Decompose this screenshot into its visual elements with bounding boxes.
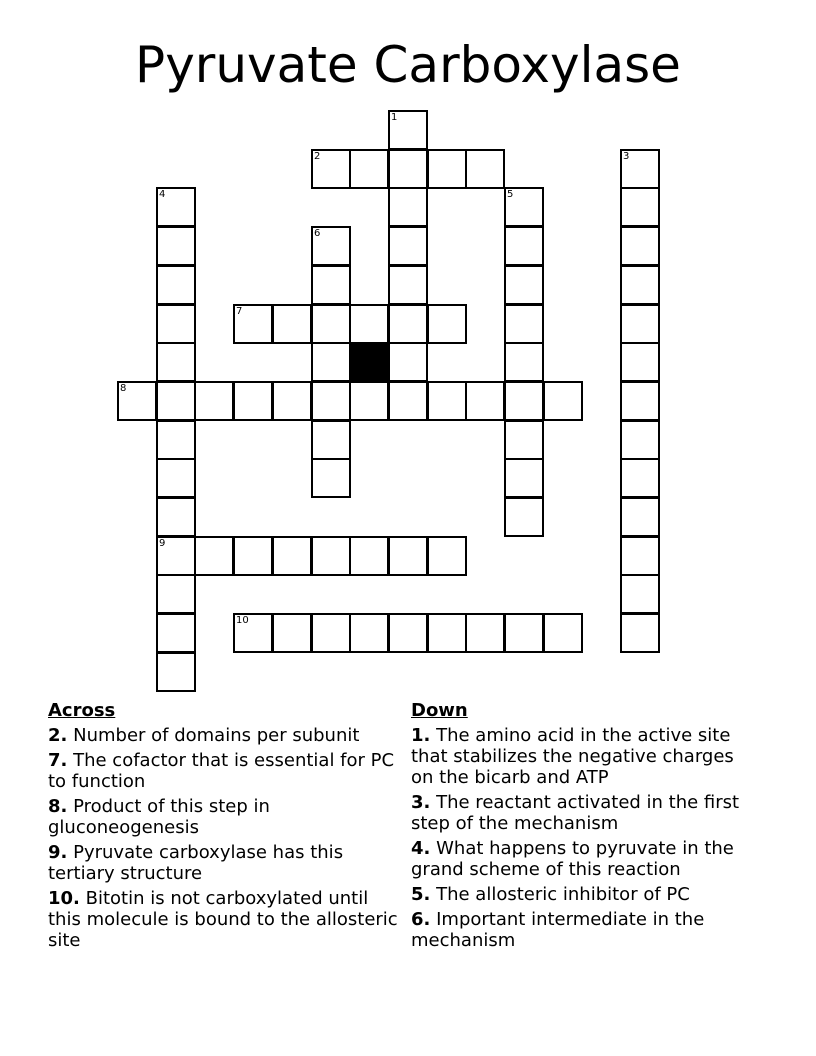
- clue-text: Product of this step in gluconeogenesis: [48, 796, 270, 838]
- clue-number: 5: [507, 189, 514, 200]
- grid-cell[interactable]: [388, 226, 428, 266]
- grid-cell[interactable]: [156, 574, 196, 614]
- grid-cell[interactable]: [233, 613, 273, 653]
- grid-cell[interactable]: [620, 536, 660, 576]
- grid-cell[interactable]: [620, 381, 660, 421]
- grid-cell[interactable]: [156, 226, 196, 266]
- clue-text: Important intermediate in the mechanism: [411, 909, 705, 951]
- puzzle-title: Pyruvate Carboxylase: [135, 36, 681, 94]
- clue-number: 3: [623, 151, 630, 162]
- grid-cell[interactable]: [156, 381, 196, 421]
- grid-cell[interactable]: [117, 381, 157, 421]
- clue-text: Bitotin is not carboxylated until this molecule is bound to the allosteric site: [48, 888, 398, 951]
- grid-cell[interactable]: [620, 149, 660, 189]
- grid-cell[interactable]: [233, 304, 273, 344]
- grid-cell[interactable]: [504, 420, 544, 460]
- grid-cell[interactable]: [233, 536, 273, 576]
- grid-cell[interactable]: [620, 265, 660, 305]
- clue-number: 3.: [411, 792, 431, 813]
- clue-number: 7: [236, 306, 243, 317]
- across-clue: [48, 725, 398, 746]
- down-clue: [411, 838, 761, 880]
- down-heading: Down: [411, 700, 468, 721]
- grid-cell[interactable]: [349, 304, 389, 344]
- across-clue: [48, 796, 398, 838]
- across-heading: Across: [48, 700, 116, 721]
- grid-cell[interactable]: [156, 420, 196, 460]
- down-clue: [411, 725, 761, 788]
- grid-cell[interactable]: [388, 304, 428, 344]
- grid-cell[interactable]: [272, 613, 312, 653]
- grid-cell[interactable]: [233, 381, 273, 421]
- grid-cell[interactable]: [620, 226, 660, 266]
- clue-number: 1: [391, 112, 398, 123]
- grid-cell[interactable]: [311, 226, 351, 266]
- grid-cell[interactable]: [349, 381, 389, 421]
- clue-number: 2.: [48, 725, 68, 746]
- down-clues: [411, 700, 761, 955]
- grid-cell[interactable]: [427, 304, 467, 344]
- grid-cell[interactable]: [543, 613, 583, 653]
- grid-cell[interactable]: [272, 536, 312, 576]
- grid-cell[interactable]: [620, 458, 660, 498]
- grid-cell[interactable]: [504, 265, 544, 305]
- clue-text: The cofactor that is essential for PC to function: [48, 750, 395, 792]
- grid-cell[interactable]: [311, 342, 351, 382]
- clue-number: 6.: [411, 909, 431, 930]
- clue-text: Pyruvate carboxylase has this tertiary structure: [48, 842, 344, 884]
- grid-cell[interactable]: [311, 458, 351, 498]
- grid-cell[interactable]: [620, 574, 660, 614]
- grid-cell[interactable]: [272, 304, 312, 344]
- clue-text: What happens to pyruvate in the grand scheme of this reaction: [411, 838, 734, 880]
- grid-cell[interactable]: [427, 381, 467, 421]
- grid-cell[interactable]: [388, 613, 428, 653]
- across-clue: [48, 888, 398, 951]
- grid-cell[interactable]: [156, 536, 196, 576]
- grid-cell[interactable]: [504, 342, 544, 382]
- clue-number: 4: [159, 189, 166, 200]
- clue-number: 8.: [48, 796, 68, 817]
- across-clues: [48, 700, 398, 955]
- grid-cell[interactable]: [311, 420, 351, 460]
- clue-number: 9: [159, 538, 166, 549]
- grid-cell[interactable]: [156, 458, 196, 498]
- down-clue: [411, 792, 761, 834]
- grid-cell[interactable]: [504, 613, 544, 653]
- grid-cell[interactable]: [620, 187, 660, 227]
- grid-cell[interactable]: [156, 652, 196, 692]
- grid-cell[interactable]: [504, 458, 544, 498]
- grid-cell[interactable]: [543, 381, 583, 421]
- grid-cell[interactable]: [388, 149, 428, 189]
- clue-text: The reactant activated in the first step of the mechanism: [411, 792, 740, 834]
- grid-cell[interactable]: [504, 226, 544, 266]
- grid-cell[interactable]: [156, 613, 196, 653]
- clue-number: 4.: [411, 838, 431, 859]
- grid-cell[interactable]: [194, 536, 234, 576]
- clue-text: The allosteric inhibitor of PC: [436, 884, 690, 905]
- grid-cell[interactable]: [388, 265, 428, 305]
- grid-cell[interactable]: [388, 381, 428, 421]
- clue-number: 8: [120, 383, 127, 394]
- grid-cell[interactable]: [388, 110, 428, 150]
- grid-cell[interactable]: [504, 497, 544, 537]
- grid-cell[interactable]: [465, 613, 505, 653]
- clue-number: 6: [314, 228, 321, 239]
- across-clue: [48, 750, 398, 792]
- grid-cell[interactable]: [427, 613, 467, 653]
- grid-cell[interactable]: [272, 381, 312, 421]
- across-clue: [48, 842, 398, 884]
- grid-cell[interactable]: [504, 187, 544, 227]
- grid-cell[interactable]: [311, 536, 351, 576]
- grid-cell[interactable]: [311, 265, 351, 305]
- grid-cell[interactable]: [156, 304, 196, 344]
- grid-cell[interactable]: [311, 304, 351, 344]
- grid-cell[interactable]: [349, 536, 389, 576]
- grid-cell[interactable]: [620, 420, 660, 460]
- grid-cell[interactable]: [156, 342, 196, 382]
- grid-cell[interactable]: [349, 149, 389, 189]
- down-clue: [411, 909, 761, 951]
- clue-number: 2: [314, 151, 321, 162]
- grid-cell[interactable]: [194, 381, 234, 421]
- block-cell: [349, 342, 389, 382]
- grid-cell[interactable]: [388, 187, 428, 227]
- grid-cell[interactable]: [620, 304, 660, 344]
- grid-cell[interactable]: [620, 497, 660, 537]
- grid-cell[interactable]: [311, 149, 351, 189]
- clue-text: Number of domains per subunit: [73, 725, 360, 746]
- grid-cell[interactable]: [156, 187, 196, 227]
- down-clue: [411, 884, 761, 905]
- clue-number: 7.: [48, 750, 68, 771]
- grid-cell[interactable]: [427, 536, 467, 576]
- clue-number: 10: [236, 615, 249, 626]
- grid-cell[interactable]: [504, 304, 544, 344]
- grid-cell[interactable]: [620, 342, 660, 382]
- grid-cell[interactable]: [388, 342, 428, 382]
- grid-cell[interactable]: [311, 381, 351, 421]
- grid-cell[interactable]: [465, 381, 505, 421]
- clue-number: 5.: [411, 884, 431, 905]
- grid-cell[interactable]: [156, 265, 196, 305]
- clue-number: 10.: [48, 888, 80, 909]
- grid-cell[interactable]: [465, 149, 505, 189]
- clue-text: The amino acid in the active site that stabilizes the negative charges on the bicarb and ATP: [411, 725, 734, 788]
- grid-cell[interactable]: [349, 613, 389, 653]
- grid-cell[interactable]: [156, 497, 196, 537]
- grid-cell[interactable]: [388, 536, 428, 576]
- grid-cell[interactable]: [620, 613, 660, 653]
- grid-cell[interactable]: [311, 613, 351, 653]
- grid-cell[interactable]: [427, 149, 467, 189]
- clue-number: 9.: [48, 842, 68, 863]
- grid-cell[interactable]: [504, 381, 544, 421]
- clue-number: 1.: [411, 725, 431, 746]
